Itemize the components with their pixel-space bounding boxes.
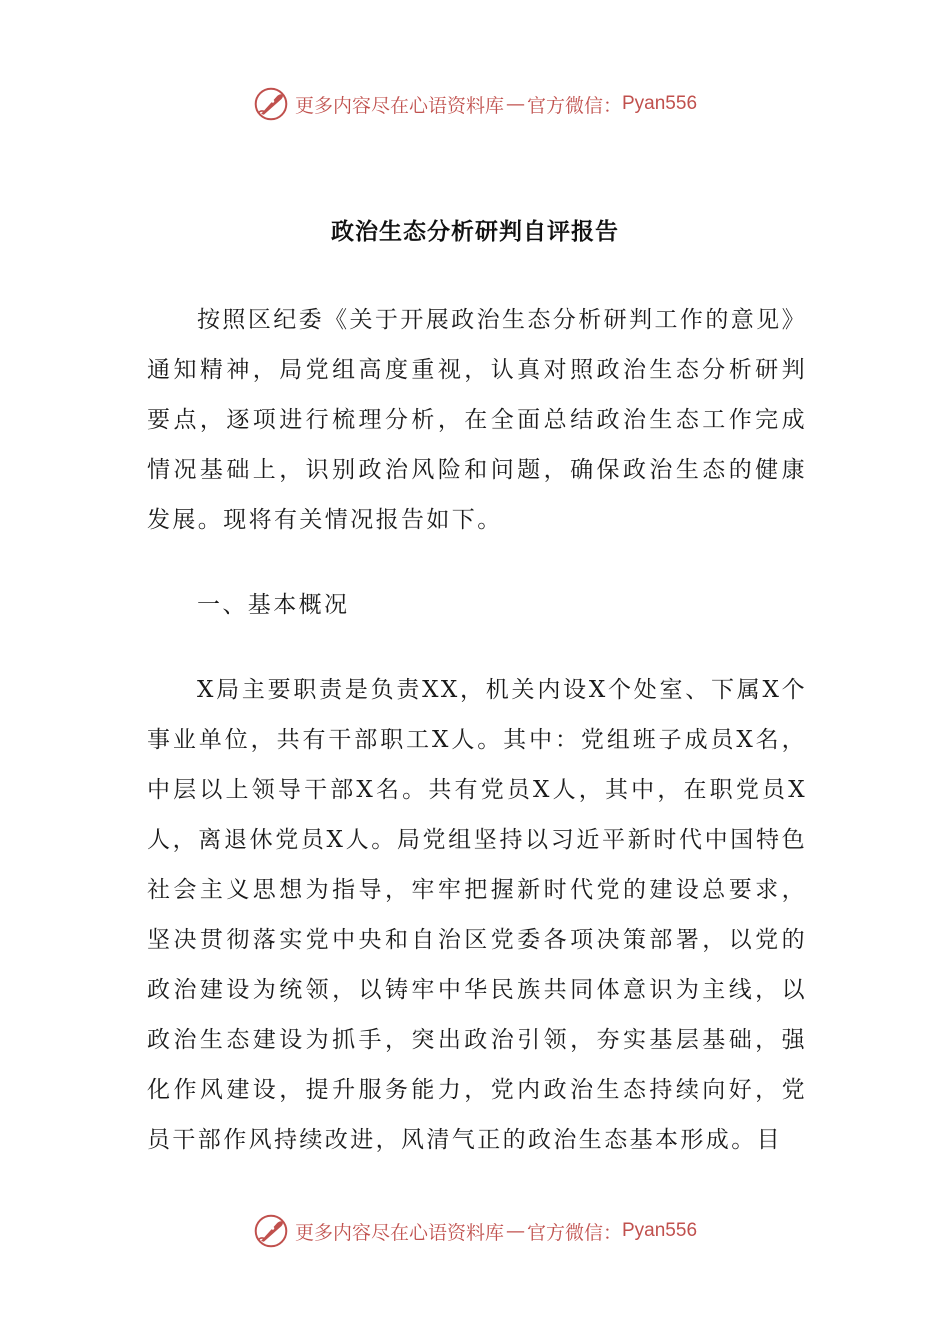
watermark-wechat-id: Pyan556 <box>622 93 698 114</box>
watermark-text: 更多内容尽在心语资料库 <box>294 94 504 117</box>
watermark-wechat-label: 官方微信： <box>526 1221 622 1244</box>
watermark-separator: — <box>505 1220 525 1242</box>
section-heading-basic-overview: 一、基本概况 <box>197 592 350 618</box>
overview-paragraph: X局主要职责是负责XX，机关内设X个处室、下属X个事业单位，共有干部职工X人。其中：党组班子成员X名，中层以上领导干部X名。共有党员X人，其中，在职党员X人，离退休党员X人。局党组坚持以习近平新时代中国特色社会主义思想为指导，牢牢把握新时代党的建设总要求，坚决贯彻落实党中央和自治区党委各项决策部署，以党的政治建设为统领，以铸牢中华民族共同体意识为主线，以政治生态建设为抓手，突出政治引领，夯实基层基础，强化作风建设，提升服务能力，党内政治生态持续向好，党员干部作风持续改进，风清气正的政治生态基本形成。目 <box>147 677 807 1153</box>
watermark-wechat-id: Pyan556 <box>622 1220 698 1241</box>
quill-pen-logo-icon <box>253 1213 289 1249</box>
quill-pen-logo-icon <box>253 86 289 122</box>
watermark-separator: — <box>505 93 525 115</box>
watermark-wechat-label: 官方微信： <box>526 94 622 117</box>
intro-paragraph: 按照区纪委《关于开展政治生态分析研判工作的意见》通知精神，局党组高度重视，认真对照政治生态分析研判要点，逐项进行梳理分析，在全面总结政治生态工作完成情况基础上，识别政治风险和问题，确保政治生态的健康发展。现将有关情况报告如下。 <box>147 307 807 533</box>
watermark-text: 更多内容尽在心语资料库 <box>294 1221 504 1244</box>
footer-watermark-banner <box>0 1211 950 1251</box>
header-watermark-banner <box>0 84 950 124</box>
document-title: 政治生态分析研判自评报告 <box>331 218 619 245</box>
